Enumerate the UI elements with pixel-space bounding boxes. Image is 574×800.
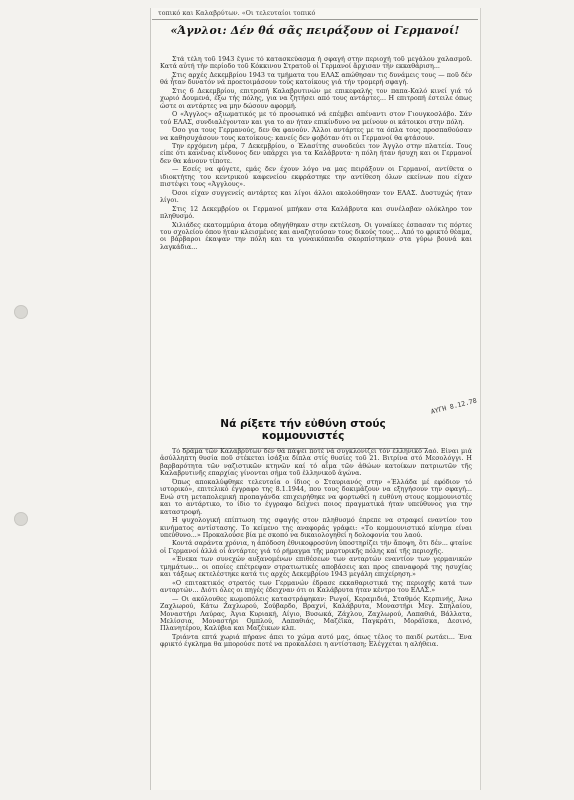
- paragraph: Όσο για τους Γερμανούς, δεν θα φανούν. Άλλοι αντάρτες με τα όπλα τους προσπαθούσαν να καθησυχάσουν τους κατοίκους: κανείς δεν φοβόταν ότι οι Γερμανοί θα φτάσουν.: [160, 126, 472, 142]
- paragraph: — Εσείς να φύγετε, εμάς δεν έχουν λόγο να μας πειράξουν οι Γερμανοί, αντίθετα ο ιδιοκτήτης του κεντρικού καφενείου εκφράστηκε την αντίθεση όλων εκείνων που είχαν πιστέψει τους «Άγγλους».: [160, 165, 472, 189]
- paragraph: Η ψυχολογική επίπτωση της σφαγής στον πληθυσμό έπρεπε να στραφεί εναντίον του κινήματος αντίστασης. Το κείμενο της αναφοράς γράφει: «Το κομμουνιστικό κίνημα είναι υπεύθυνο...» Προκαλούσε βία με σκοπό να δικαιολογηθεί η δολοφονία του λαού.: [160, 516, 472, 539]
- paragraph: Στις αρχές Δεκεμβρίου 1943 τα τμήματα του ΕΛΑΣ απώθησαν τις δυνάμεις τους — ποῦ δέν θά ἦταν δυνατόν νά προετοιμάσουν τούς κατοίκους γιά τήν τρομερή σφαγή.: [160, 70, 472, 87]
- paragraph: Χιλιάδες εκατομμύρια άτομα οδηγήθηκαν στην εκτέλεση. Οι γυναίκες έσπασαν τις πόρτες του σχολείου όπου ήταν κλεισμένες και αναζητούσαν τους δικούς τους... Από το φρικτό θέαμα, οι βάρβαροι έκαψαν την πόλη και τα γυναικόπαιδα σκορπίστηκαν στα γύρω βουνά και λαγκάδια...: [160, 220, 472, 251]
- article-section-2: [160, 448, 472, 788]
- clipping-edge-left: [150, 8, 151, 790]
- article-section-1: [160, 56, 472, 460]
- paragraph: Όπως αποκαλύφθηκε τελευταία ο ίδιος ο Σταυριανός στην «Έλλάδα μέ εφόδιον τό ιστορικό», επιτελικό έγγραφο της 8.1.1944, που τους δοκιμάζουν να εξηγήσουν την σφαγή... Ενώ στη μεταπολεμική προπαγάνδα επιχειρήθηκε να φορτωθεί η ευθύνη στους κομμουνιστές και το αντάρτικο, το ίδιο το έγγραφο δείχνει ποιος πραγματικά ήταν υπεύθυνος για την καταστροφή.: [160, 477, 472, 516]
- clipping-top-line: τοπικό και Καλαβρύτων. «Οι τελευταίοι τοπικό: [158, 9, 316, 17]
- paragraph: — Οι ακόλουθες κωμοπόλεις καταστράφηκαν: Ρωγοί, Κεραμιδιά, Σταθμός Κερπινής, Άνω Ζαχλωρού, Κάτω Ζαχλωρού, Σούβαρδο, Βραχνί, Καλάβρυτα, Μοναστήρι Μεγ. Σπηλαίου, Μοναστήρι Λαύρας, Άγια Κυριακή, Αίγιο, Βυσωκά, Ζάχλου, Ζαχλωρού, Λαπαθιά, Βάλλατα, Μελίσσια, Μοναστήρι Ομπλού, Λαπαθιάς, Μαζέϊκα, Παγκράτι, Μοράϊσκα, Δεσινό, Πλανητέρου, Καλύβια και Μαζέικων κλπ.: [160, 594, 472, 633]
- paragraph: Την ερχόμενη μέρα, 7 Δεκεμβρίου, ο Έλασίτης συνοδεύει τον Άγγλο στην πλατεία. Τους είπε ότι κανένας κίνδυνος δεν υπάρχει για τα Καλάβρυτα· η πόλη ήταν ήσυχη και οι Γερμανοί δεν θα κάνουν τίποτε.: [160, 141, 472, 165]
- paragraph: «Ένεκα των συνεχών αυξανομένων επιθέσεων των ανταρτών εναντίον των γερμανικών τμημάτων... οι οποίες επέτρεψαν στρατιωτικές αποβάσεις και προς επαναφορά της ησυχίας και τάξεως εκτελέστηκε κατά τις αρχές Δεκεμβρίου 1943 μεγάλη επιχείρηση.»: [160, 555, 472, 579]
- paragraph: Στά τέλη τοῦ 1943 ἔγινε τό κατασκεύασμα ἡ σφαγή στην περιοχή τοῦ μεγάλου χαλασμοῦ. Κατά αὐτή τήν περίοδο τοῦ Κόκκινου Στρατοῦ οἱ Γερμανοί ἄρχισαν τήν εκκαθάριση...: [160, 56, 472, 71]
- paragraph: Στις 12 Δεκεμβρίου οι Γερμανοί μπήκαν στα Καλάβρυτα και συνέλαβαν ολόκληρο τον πληθυσμό.: [160, 204, 472, 221]
- punch-hole: [14, 512, 28, 526]
- article-headline: «Άγνλοι: Δέν θά σᾶς πειράξουν οἱ Γερμανοί!: [170, 24, 460, 37]
- paragraph: Ο «Άγγλος» αξιωματικός με τό προσωπικό νά επέμβει απέναντι στον Γιουγκοσλάβο. Σάν τού ΕΛΑΣ, συνδιαλέγονταν και για το αν ήταν επικίνδυνο να μείνουν οι κάτοικοι στην πόλη.: [160, 110, 472, 126]
- handwritten-note: ΑΥΓΗ 8.12.78: [430, 396, 478, 416]
- punch-hole: [14, 305, 28, 319]
- paragraph: Τό δράμα τῶν Καλαβρύτων δέν θά πάψει ποτέ νά συγκλονίζει τόν ἑλληνικό λαό. Εἶναι μιά ἀσύλληπτη θυσία ποῦ στέκεται ἰσάξια δίπλα στίς θυσίες τοῦ 21. Βιτρίνα στό Μεσολόγγι. Η βαρβαρότητα τῶν ναζιστικῶν κτηνῶν καί τό αἷμα τῶν ἀθώων κατοίκων πατριωτῶν τῆς Καλαβρυτινῆς επαρχίας γίνονται σήμα τοῦ ἑλληνικοῦ ἀγώνα.: [160, 448, 472, 478]
- paragraph: Κοντά σαράντα χρόνια, η ἀπόδοση ἐθνικοφροσύνη ὑποστηρίζει τήν ἄποψη, ὅτι δέν... φταίνε οἱ Γερμανοί ἀλλά οἱ ἀντάρτες γιά τό ρήμαγμα τῆς μαρτυρικῆς πόλης καί τῆς περιοχῆς.: [160, 539, 472, 555]
- paragraph: Τριάντα επτά χωριά πήρανε άπει το χώμα αυτό μας, όπως τέλος το παιδί ρωτάει... Ένα φρικτό έγκλημα θα μπορούσε ποτέ να προκαλέσει η αντίσταση; Ελέγχεται η αλήθεια.: [160, 632, 472, 649]
- paragraph: Όσοι είχαν συγγενείς αντάρτες και λίγοι άλλοι ακολούθησαν τον ΕΛΑΣ. Δυστυχώς ήταν λίγοι.: [160, 188, 472, 205]
- paragraph: «Ο επιτακτικός στρατός των Γερμανών έδρασε εκκαθαριστικά της περιοχής κατά των ανταρτών... Διότι όλες οι πηγές έδειχναν ότι οι Καλάβρυτα ήταν κέντρο του ΕΛΑΣ.»: [160, 578, 472, 595]
- paragraph: Στις 6 Δεκεμβρίου, επιτροπή Καλαβρυτινών με επικεφαλής τον παπα-Καλό κινεί γιά τό χωριό Δουμενά, έξω τής πόλης, για να ζητήσει από τους αντάρτες... Η επιτροπή έστειλε όπως ώστε οι αντάρτες να μην δώσουν αφορμή.: [160, 86, 472, 110]
- clipping-edge-right: [480, 8, 481, 790]
- cut-line: [152, 19, 478, 20]
- article-subheadline: Νά ρίξετε τήν εὐθύνη στούς κομμουνιστές: [220, 418, 386, 442]
